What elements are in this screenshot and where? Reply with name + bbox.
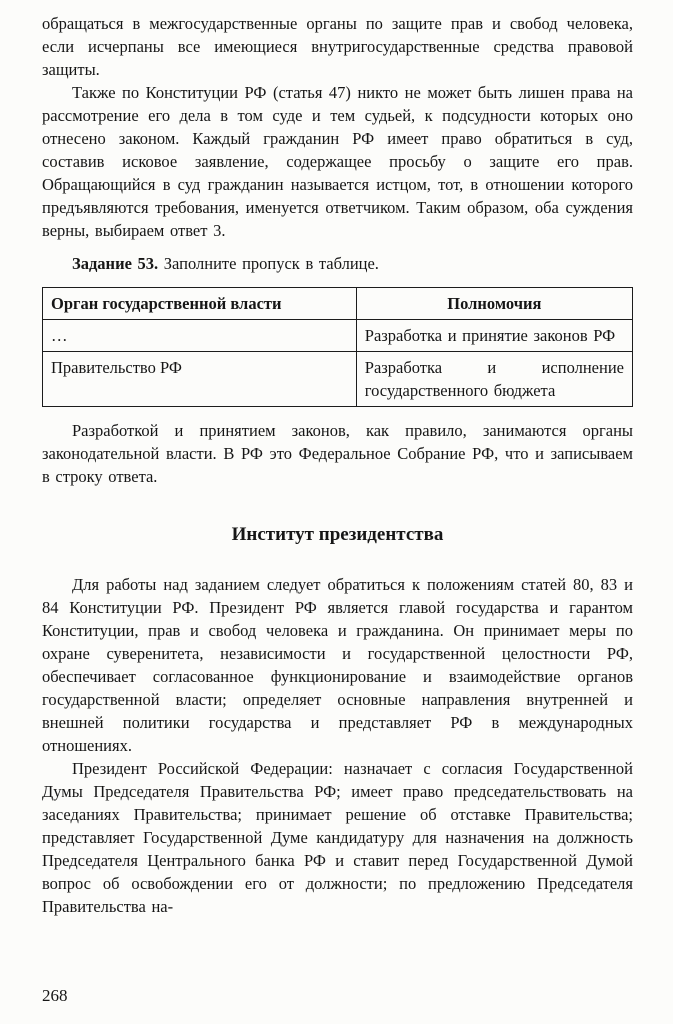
- page-number: 268: [42, 984, 74, 1006]
- cell-organ: …: [43, 320, 357, 352]
- paragraph-president-overview: Для работы над заданием следует обратиться к положениям статей 80, 83 и 84 Конституции РФ. Президент РФ является главой государства и гарантом Конституции, прав и свобод человека и гражданина. Он принимает меры по охране суверенитета, независимости и государственной целостности РФ, обеспечивает согласованное функционирование и взаимодействие органов государственной власти; определяет основные направления внутренней и внешней политики государства и представляет РФ в международных отношениях.: [42, 575, 633, 755]
- cell-organ: Правительство РФ: [43, 352, 357, 407]
- paragraph-answer: Разработкой и принятием законов, как правило, занимаются органы законодательной власти. В РФ это Федеральное Собрание РФ, что и записываем в строку ответа.: [42, 421, 633, 486]
- column-header-powers: Полномочия: [356, 288, 632, 320]
- cell-power: Разработка и принятие законов РФ: [356, 320, 632, 352]
- section-heading: Институт президентства: [231, 524, 444, 545]
- column-header-organ: Орган государственной власти: [43, 288, 357, 320]
- table-row: [43, 352, 633, 407]
- task-text: Заполните пропуск в таблице.: [158, 254, 379, 273]
- paragraph-president-powers: Президент Российской Федерации: назначает с согласия Государственной Думы Председателя Правительства РФ; имеет право председательствовать на заседаниях Правительства; принимает решение об отставке Правительства; представляет Государственной Думе кандидатуру для назначения на должность Председателя Центрального банка РФ и ставит перед Государственной Думой вопрос об освобождении его от должности; по предложению Председателя Правительства на-: [42, 759, 633, 916]
- table-row: [43, 320, 633, 352]
- paragraph-constitution: Также по Конституции РФ (статья 47) никто не может быть лишен права на рассмотрение его дела в том суде и тем судьей, к подсудности которых оно отнесено законом. Каждый гражданин РФ имеет право обратиться в суд, составив исковое заявление, содержащее просьбу о защите его прав. Обращающийся в суд гражданин называется истцом, тот, в отношении которого предъявляются требования, именуется ответчиком. Таким образом, оба суждения верны, выбираем ответ 3.: [42, 83, 633, 240]
- task-paragraph: [42, 252, 633, 275]
- cell-power: Разработка и исполнение государственного бюджета: [356, 352, 632, 407]
- table-header-row: [43, 288, 633, 320]
- government-powers-table: [42, 287, 633, 407]
- task-label: Задание 53.: [72, 254, 159, 273]
- paragraph-continuation: обращаться в межгосударственные органы по защите прав и свобод человека, если исчерпаны все имеющиеся внутригосударственные средства правовой защиты.: [42, 14, 633, 79]
